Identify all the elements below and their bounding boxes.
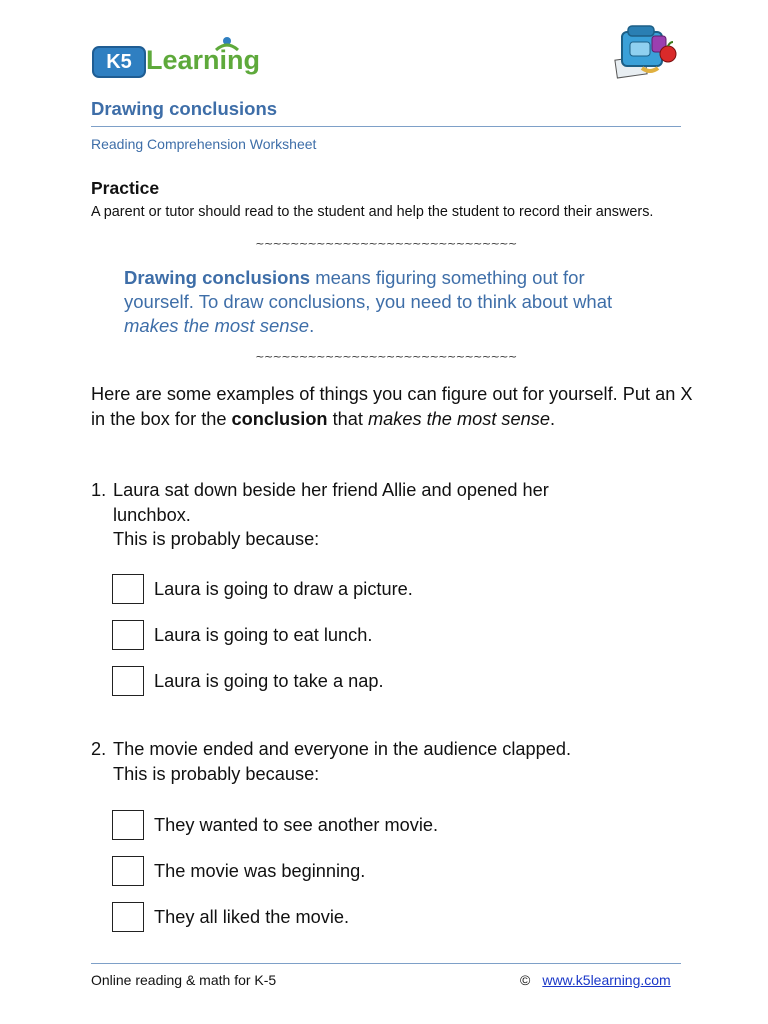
option-label: Laura is going to eat lunch. (154, 625, 373, 645)
copyright-symbol: © (520, 972, 531, 988)
logo-k5-badge: K5 (92, 46, 146, 78)
answer-checkbox[interactable] (112, 856, 144, 886)
logo-wordmark: Learning (146, 45, 261, 75)
lunchbox-icon (612, 18, 682, 80)
exercise-intro (91, 382, 711, 431)
question-2 (91, 737, 651, 786)
title-divider (91, 126, 681, 127)
option-label: Laura is going to take a nap. (154, 671, 384, 691)
question-1-line3: This is probably because: (113, 529, 320, 549)
worksheet-title: Drawing conclusions (91, 98, 278, 119)
footer-divider (91, 963, 681, 964)
k5-learning-logo (92, 36, 262, 82)
question-2-line2: This is probably because: (113, 763, 320, 784)
intro-bold: conclusion (231, 408, 328, 429)
worksheet-subtitle: Reading Comprehension Worksheet (91, 136, 317, 152)
practice-instructions: A parent or tutor should read to the student and help the student to record their answers. (91, 204, 654, 220)
intro-text-a: Here are some examples of things you can figure out for yourself. Put an X in the box for the (91, 384, 693, 429)
footer-tagline: Online reading & math for K-5 (91, 972, 277, 988)
option-label: They wanted to see another movie. (154, 815, 439, 835)
tilde-divider-bottom: ~~~~~~~~~~~~~~~~~~~~~~~~~~~~~~ (255, 350, 517, 363)
answer-checkbox[interactable] (112, 666, 144, 696)
question-2-number: 2. (91, 739, 107, 759)
answer-checkbox[interactable] (112, 810, 144, 840)
question-1 (91, 478, 651, 552)
question-1-line2: lunchbox. (113, 504, 191, 525)
question-2-line1: The movie ended and everyone in the audience clapped. (113, 739, 572, 759)
logo-person-icon (214, 36, 240, 58)
definition-term: Drawing conclusions (124, 267, 311, 288)
option-label: Laura is going to draw a picture. (154, 579, 413, 599)
intro-text-c: . (549, 408, 556, 429)
definition-emphasis: makes the most sense (124, 315, 310, 336)
definition-text-b: . (309, 315, 315, 336)
question-1-number: 1. (91, 480, 107, 500)
definition-text-a: means figuring something out for yourself. To draw conclusions, you need to think about what (124, 267, 613, 312)
tilde-divider-top: ~~~~~~~~~~~~~~~~~~~~~~~~~~~~~~ (255, 237, 517, 250)
question-1-line1: Laura sat down beside her friend Allie and opened her (113, 480, 549, 500)
option-label: The movie was beginning. (154, 861, 366, 881)
practice-heading: Practice (91, 178, 160, 198)
intro-emphasis: makes the most sense (368, 408, 550, 429)
definition-box (124, 266, 624, 338)
intro-text-b: that (327, 408, 368, 429)
answer-checkbox[interactable] (112, 620, 144, 650)
footer-copyright (520, 972, 671, 988)
option-label: They all liked the movie. (154, 907, 350, 927)
footer-website-link[interactable]: www.k5learning.com (542, 972, 671, 988)
answer-checkbox[interactable] (112, 574, 144, 604)
answer-checkbox[interactable] (112, 902, 144, 932)
